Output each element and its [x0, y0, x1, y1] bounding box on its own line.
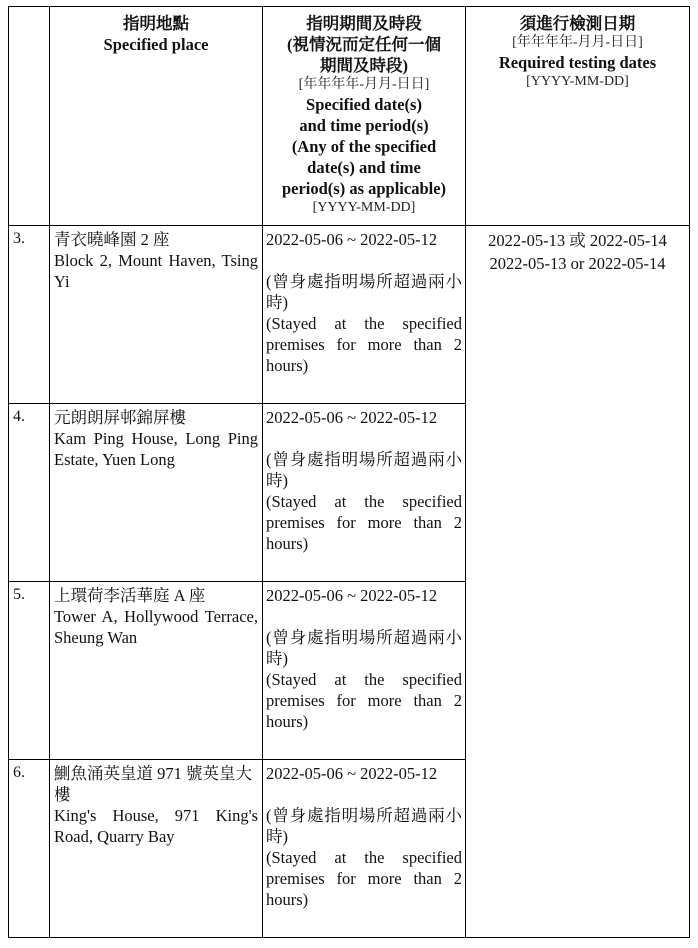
place-cell — [50, 582, 263, 760]
place-cell — [50, 404, 263, 582]
period-note-en: (Stayed at the specified premises for more than 2 hours) — [266, 670, 462, 731]
header-period-en: Specified date(s) and time period(s) (Any of the specified date(s) and time period(s) as applicable) — [281, 95, 447, 198]
period-note-zh: (曾身處指明場所超過兩小時) — [266, 450, 462, 490]
header-row — [9, 7, 690, 226]
period-note-en: (Stayed at the specified premises for more than 2 hours) — [266, 848, 462, 909]
row-number: 3. — [9, 226, 50, 404]
row-number: 4. — [9, 404, 50, 582]
period-range: 2022-05-06 ~ 2022-05-12 — [266, 408, 438, 427]
place-name-en: Tower A, Hollywood Terrace, Sheung Wan — [54, 607, 258, 647]
testing-dates-en: 2022-05-13 or 2022-05-14 — [489, 254, 666, 273]
place-name-zh: 上環荷李活華庭 A 座 — [54, 586, 206, 605]
period-cell — [263, 760, 466, 938]
period-range: 2022-05-06 ~ 2022-05-12 — [266, 230, 438, 249]
place-name-en: Block 2, Mount Haven, Tsing Yi — [54, 251, 258, 291]
header-place-en: Specified place — [103, 35, 209, 54]
period-note-zh: (曾身處指明場所超過兩小時) — [266, 806, 462, 846]
table-row — [9, 226, 690, 404]
row-number: 5. — [9, 582, 50, 760]
place-cell — [50, 226, 263, 404]
header-testing-en: Required testing dates — [498, 53, 657, 72]
header-place-zh: 指明地點 — [123, 14, 189, 33]
header-period-cell — [263, 7, 466, 226]
period-cell — [263, 404, 466, 582]
header-period-format-en: [YYYY-MM-DD] — [312, 200, 416, 215]
specified-places-table — [8, 6, 690, 938]
header-testing-format-zh: [年年年年-月月-日日] — [512, 35, 643, 50]
header-num-cell — [9, 7, 50, 226]
place-name-zh: 元朗朗屏邨錦屏樓 — [54, 408, 186, 427]
row-number: 6. — [9, 760, 50, 938]
testing-dates-cell — [466, 226, 690, 938]
place-cell — [50, 760, 263, 938]
header-testing-cell — [466, 7, 690, 226]
header-period-format-zh: [年年年年-月月-日日] — [298, 77, 430, 92]
period-note-en: (Stayed at the specified premises for more than 2 hours) — [266, 492, 462, 553]
header-place-cell — [50, 7, 263, 226]
testing-dates-zh: 2022-05-13 或 2022-05-14 — [488, 231, 667, 250]
place-name-zh: 青衣曉峰園 2 座 — [54, 230, 170, 249]
period-note-zh: (曾身處指明場所超過兩小時) — [266, 628, 462, 668]
place-name-en: Kam Ping House, Long Ping Estate, Yuen Long — [54, 429, 258, 469]
header-testing-zh: 須進行檢測日期 — [519, 14, 636, 33]
header-period-zh: 指明期間及時段 (視情況而定任何一個 期間及時段) — [287, 14, 441, 75]
period-cell — [263, 582, 466, 760]
period-note-en: (Stayed at the specified premises for more than 2 hours) — [266, 314, 462, 375]
period-range: 2022-05-06 ~ 2022-05-12 — [266, 764, 438, 783]
place-name-en: King's House, 971 King's Road, Quarry Bay — [54, 806, 258, 846]
header-testing-format-en: [YYYY-MM-DD] — [526, 74, 629, 89]
period-note-zh: (曾身處指明場所超過兩小時) — [266, 272, 462, 312]
period-range: 2022-05-06 ~ 2022-05-12 — [266, 586, 438, 605]
period-cell — [263, 226, 466, 404]
place-name-zh: 鰂魚涌英皇道 971 號英皇大樓 — [54, 764, 252, 804]
